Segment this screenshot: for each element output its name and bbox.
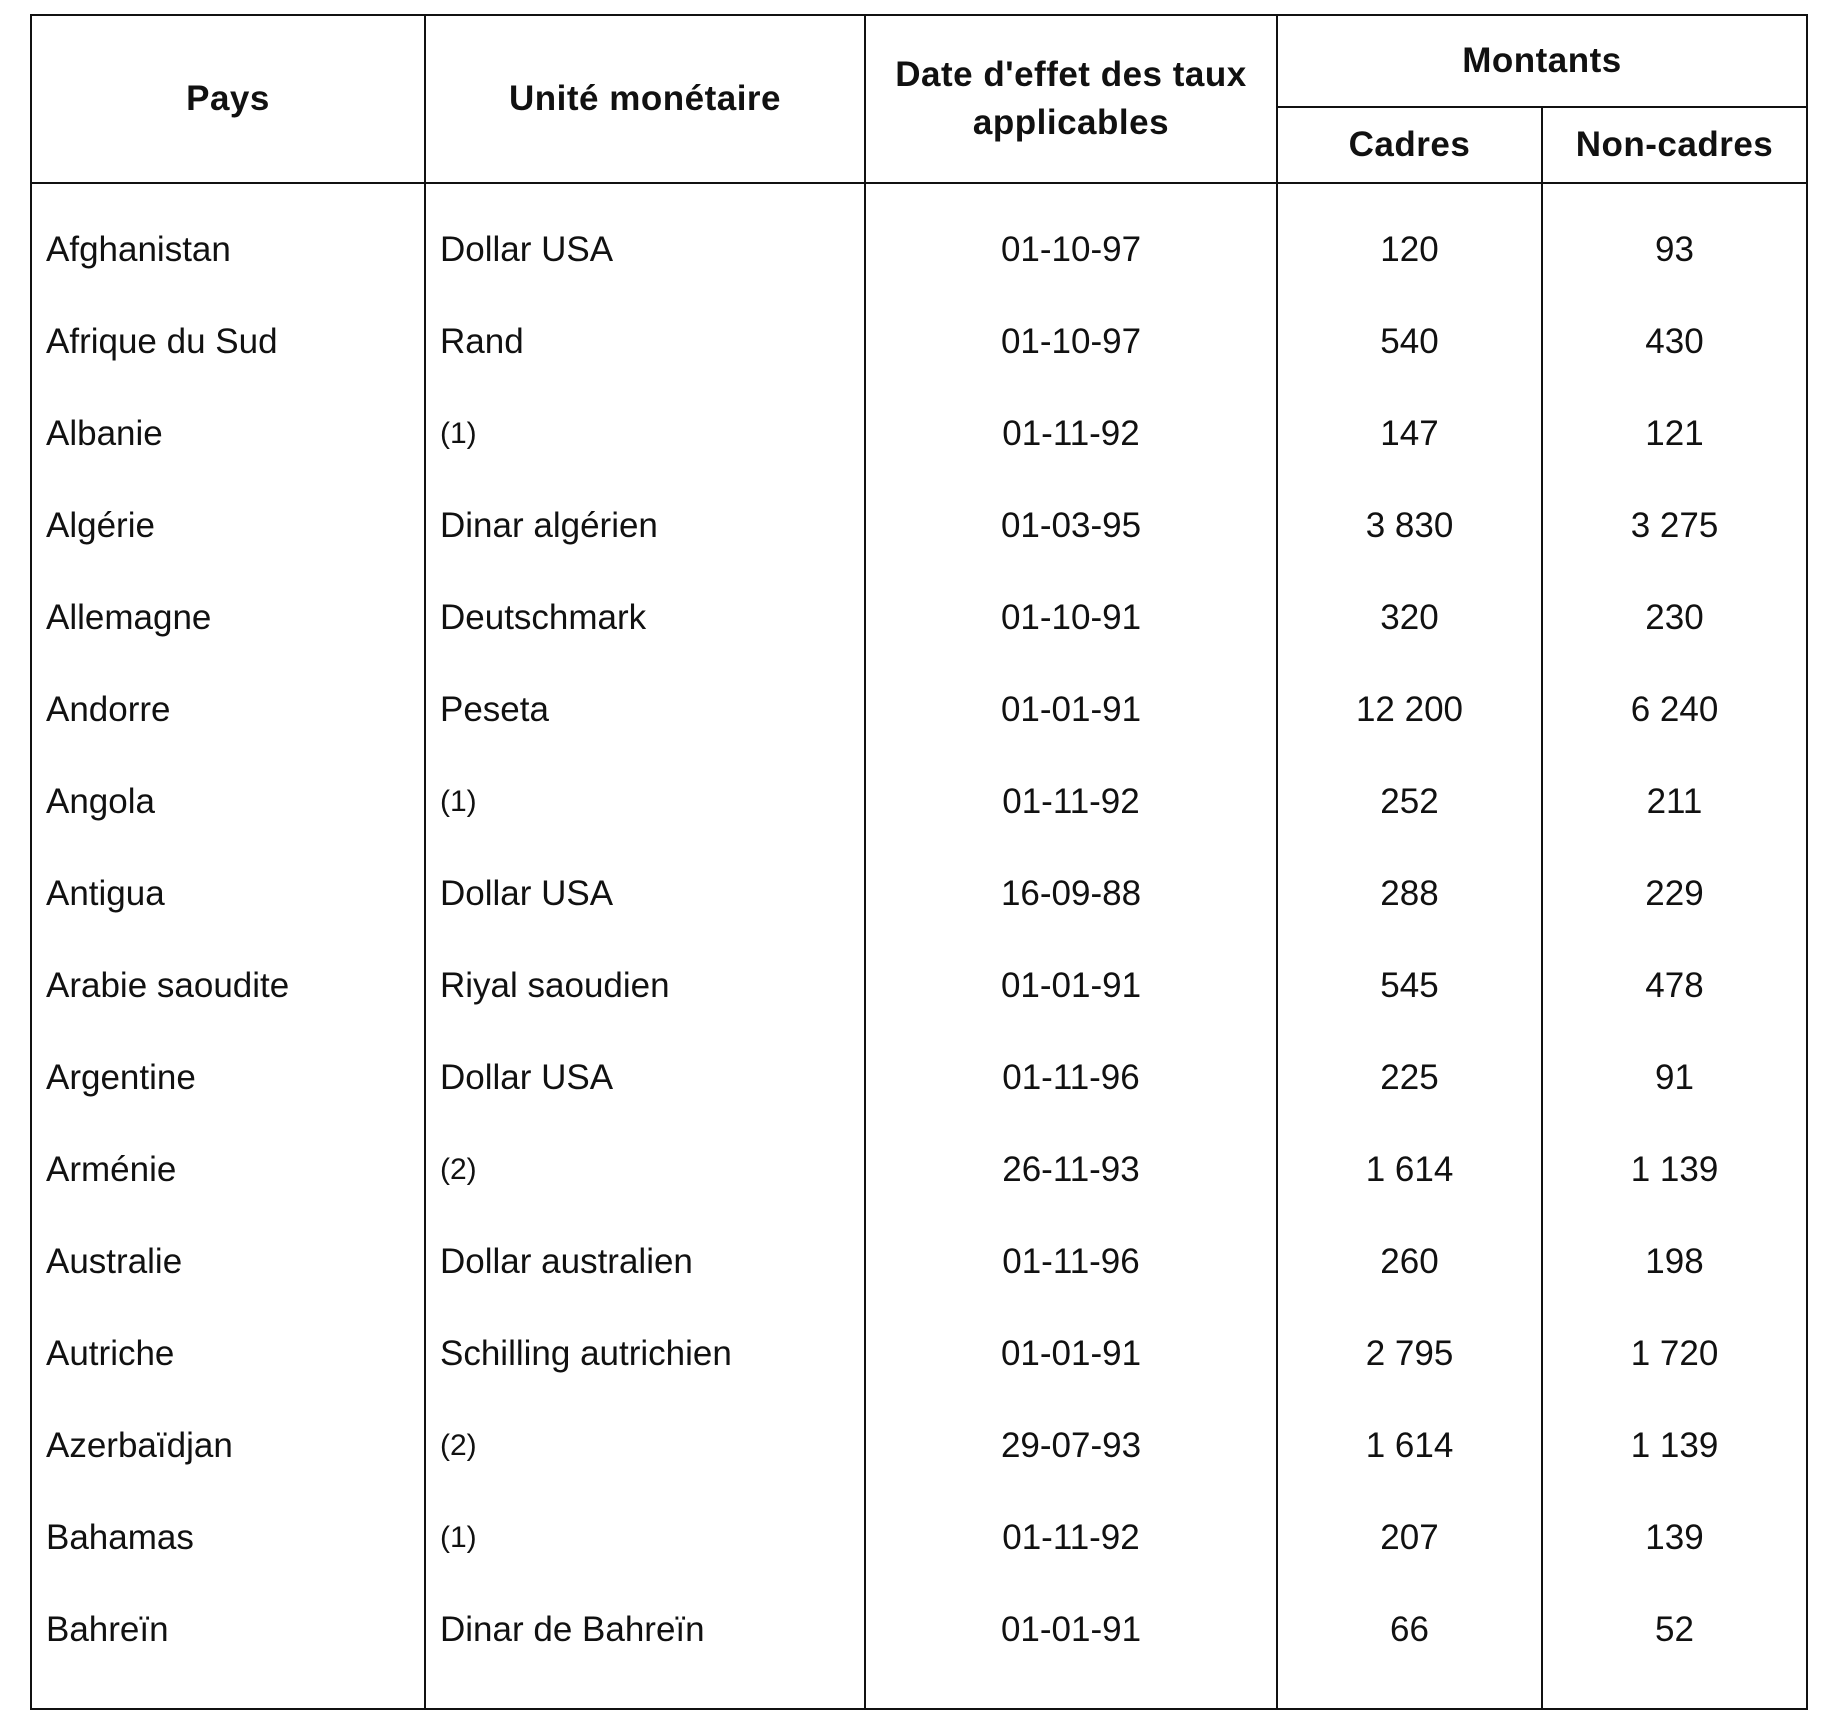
cell-non-cadres: 211 — [1542, 756, 1807, 848]
cell-pays: Argentine — [31, 1032, 425, 1124]
cell-date-effet: 01-11-92 — [865, 756, 1277, 848]
cell-unite-monetaire: Dollar australien — [425, 1216, 865, 1308]
table-row — [31, 848, 1807, 940]
cell-unite-monetaire: Deutschmark — [425, 572, 865, 664]
cell-date-effet: 29-07-93 — [865, 1400, 1277, 1492]
cell-date-effet: 01-11-96 — [865, 1216, 1277, 1308]
table-row — [31, 480, 1807, 572]
cell-non-cadres: 52 — [1542, 1584, 1807, 1676]
cell-unite-monetaire: Dollar USA — [425, 848, 865, 940]
table-row — [31, 1124, 1807, 1216]
cell-non-cadres: 229 — [1542, 848, 1807, 940]
cell-pays: Algérie — [31, 480, 425, 572]
cell-cadres: 120 — [1277, 204, 1542, 296]
cell-cadres: 1 614 — [1277, 1400, 1542, 1492]
header-cadres: Cadres — [1277, 107, 1542, 183]
cell-non-cadres: 478 — [1542, 940, 1807, 1032]
cell-non-cadres: 91 — [1542, 1032, 1807, 1124]
header-pays: Pays — [31, 15, 425, 183]
cell-unite-monetaire: Peseta — [425, 664, 865, 756]
cell-cadres: 252 — [1277, 756, 1542, 848]
cell-non-cadres: 1 720 — [1542, 1308, 1807, 1400]
cell-non-cadres: 1 139 — [1542, 1400, 1807, 1492]
cell-pays: Arabie saoudite — [31, 940, 425, 1032]
cell-pays: Australie — [31, 1216, 425, 1308]
cell-unite-monetaire: Dollar USA — [425, 1032, 865, 1124]
cell-cadres: 260 — [1277, 1216, 1542, 1308]
cell-non-cadres: 93 — [1542, 204, 1807, 296]
cell-pays: Allemagne — [31, 572, 425, 664]
cell-unite-monetaire: Riyal saoudien — [425, 940, 865, 1032]
cell-pays: Albanie — [31, 388, 425, 480]
cell-date-effet: 01-10-91 — [865, 572, 1277, 664]
cell-non-cadres: 6 240 — [1542, 664, 1807, 756]
cell-cadres: 3 830 — [1277, 480, 1542, 572]
header-non-cadres: Non-cadres — [1542, 107, 1807, 183]
cell-date-effet: 01-11-96 — [865, 1032, 1277, 1124]
cell-date-effet: 01-01-91 — [865, 1308, 1277, 1400]
table-row — [31, 1584, 1807, 1676]
cell-pays: Angola — [31, 756, 425, 848]
cell-unite-monetaire: Dollar USA — [425, 204, 865, 296]
cell-pays: Andorre — [31, 664, 425, 756]
cell-pays: Bahreïn — [31, 1584, 425, 1676]
cell-cadres: 66 — [1277, 1584, 1542, 1676]
cell-unite-monetaire: (1) — [425, 756, 865, 848]
table-row — [31, 756, 1807, 848]
cell-date-effet: 01-01-91 — [865, 1584, 1277, 1676]
cell-unite-monetaire: (2) — [425, 1124, 865, 1216]
table-row — [31, 1032, 1807, 1124]
cell-non-cadres: 430 — [1542, 296, 1807, 388]
cell-unite-monetaire: Dinar de Bahreïn — [425, 1584, 865, 1676]
cell-cadres: 12 200 — [1277, 664, 1542, 756]
cell-non-cadres: 121 — [1542, 388, 1807, 480]
cell-cadres: 1 614 — [1277, 1124, 1542, 1216]
cell-pays: Afghanistan — [31, 204, 425, 296]
cell-date-effet: 01-03-95 — [865, 480, 1277, 572]
cell-cadres: 2 795 — [1277, 1308, 1542, 1400]
cell-pays: Autriche — [31, 1308, 425, 1400]
cell-unite-monetaire: (2) — [425, 1400, 865, 1492]
cell-unite-monetaire: (1) — [425, 1492, 865, 1584]
rates-table — [30, 14, 1808, 1710]
table-header — [31, 15, 1807, 183]
cell-non-cadres: 139 — [1542, 1492, 1807, 1584]
table-row — [31, 572, 1807, 664]
table-row — [31, 940, 1807, 1032]
cell-unite-monetaire: Dinar algérien — [425, 480, 865, 572]
cell-cadres: 147 — [1277, 388, 1542, 480]
cell-non-cadres: 3 275 — [1542, 480, 1807, 572]
cell-non-cadres: 1 139 — [1542, 1124, 1807, 1216]
cell-cadres: 545 — [1277, 940, 1542, 1032]
cell-date-effet: 01-10-97 — [865, 204, 1277, 296]
table-row — [31, 296, 1807, 388]
cell-unite-monetaire: Schilling autrichien — [425, 1308, 865, 1400]
cell-cadres: 207 — [1277, 1492, 1542, 1584]
table-row — [31, 1492, 1807, 1584]
cell-date-effet: 16-09-88 — [865, 848, 1277, 940]
table-row — [31, 1216, 1807, 1308]
cell-pays: Azerbaïdjan — [31, 1400, 425, 1492]
cell-non-cadres: 230 — [1542, 572, 1807, 664]
cell-date-effet: 26-11-93 — [865, 1124, 1277, 1216]
header-date-effet: Date d'effet des taux applicables — [865, 15, 1277, 183]
table-row — [31, 1308, 1807, 1400]
table-body — [31, 183, 1807, 1709]
cell-unite-monetaire: Rand — [425, 296, 865, 388]
cell-cadres: 225 — [1277, 1032, 1542, 1124]
spacer-row — [31, 183, 1807, 204]
cell-date-effet: 01-11-92 — [865, 1492, 1277, 1584]
table-row — [31, 388, 1807, 480]
cell-non-cadres: 198 — [1542, 1216, 1807, 1308]
cell-unite-monetaire: (1) — [425, 388, 865, 480]
cell-date-effet: 01-11-92 — [865, 388, 1277, 480]
cell-date-effet: 01-10-97 — [865, 296, 1277, 388]
cell-pays: Antigua — [31, 848, 425, 940]
spacer-row — [31, 1676, 1807, 1709]
cell-date-effet: 01-01-91 — [865, 940, 1277, 1032]
cell-cadres: 540 — [1277, 296, 1542, 388]
cell-cadres: 288 — [1277, 848, 1542, 940]
table-row — [31, 204, 1807, 296]
header-unite-monetaire: Unité monétaire — [425, 15, 865, 183]
table-row — [31, 1400, 1807, 1492]
cell-pays: Arménie — [31, 1124, 425, 1216]
header-montants: Montants — [1277, 15, 1807, 107]
table-row — [31, 664, 1807, 756]
cell-pays: Bahamas — [31, 1492, 425, 1584]
cell-pays: Afrique du Sud — [31, 296, 425, 388]
rates-table-frame — [30, 14, 1806, 1676]
cell-date-effet: 01-01-91 — [865, 664, 1277, 756]
cell-cadres: 320 — [1277, 572, 1542, 664]
